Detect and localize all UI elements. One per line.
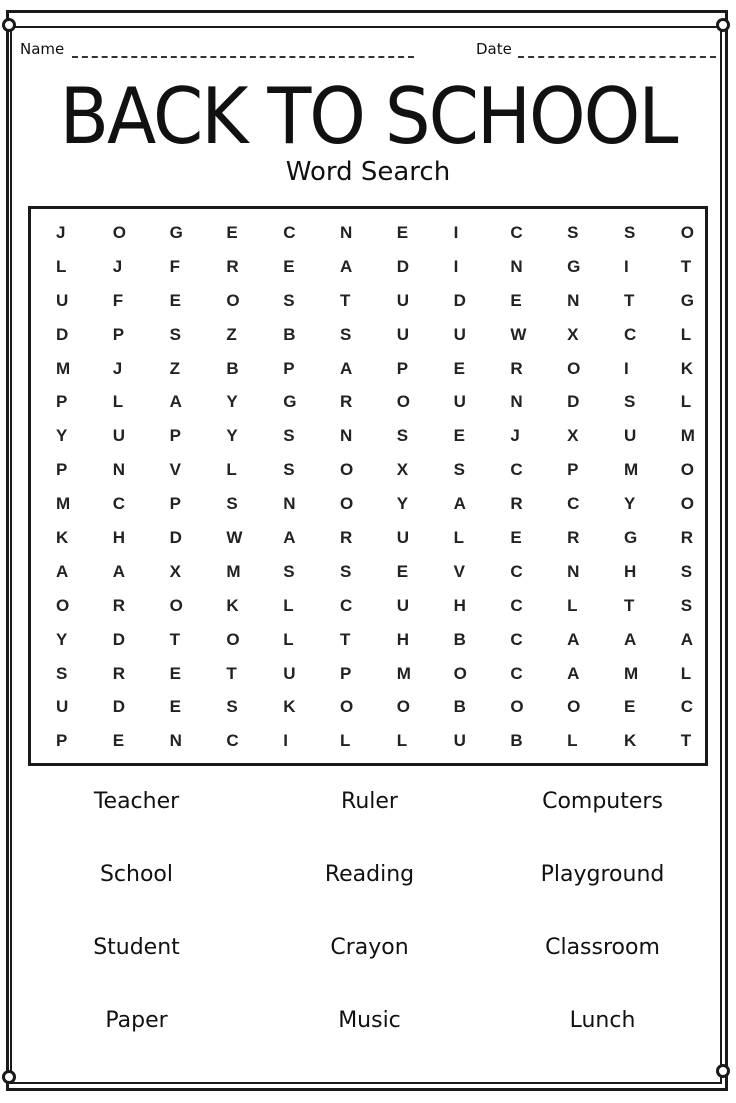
- grid-letter[interactable]: V: [169, 460, 181, 480]
- grid-letter[interactable]: S: [623, 223, 636, 242]
- word-list: [20, 780, 720, 1072]
- grid-letter[interactable]: S: [680, 561, 693, 581]
- name-label: Name: [20, 40, 65, 58]
- grid-letter[interactable]: P: [339, 663, 352, 683]
- grid-letter[interactable]: O: [680, 494, 694, 514]
- grid-letter[interactable]: E: [169, 290, 181, 310]
- grid-letter[interactable]: S: [623, 392, 636, 412]
- grid-letter[interactable]: N: [510, 392, 523, 412]
- grid-letter[interactable]: H: [453, 595, 466, 615]
- grid-letter[interactable]: R: [339, 528, 353, 548]
- grid-letter[interactable]: C: [510, 223, 523, 242]
- grid-letter[interactable]: X: [567, 426, 579, 446]
- grid-letter[interactable]: G: [567, 256, 581, 276]
- grid-letter[interactable]: M: [396, 663, 411, 683]
- grid-letter[interactable]: O: [226, 629, 240, 649]
- grid-letter[interactable]: O: [680, 460, 694, 480]
- grid-letter[interactable]: H: [112, 528, 126, 548]
- corner-loop-bottom-left: [2, 1070, 16, 1084]
- grid-letter[interactable]: L: [567, 731, 578, 751]
- corner-loop-top-left: [2, 18, 16, 32]
- grid-letter[interactable]: G: [283, 392, 297, 412]
- grid-letter[interactable]: S: [283, 426, 295, 446]
- grid-letter[interactable]: K: [680, 358, 694, 378]
- grid-letter[interactable]: C: [226, 731, 239, 751]
- grid-letter[interactable]: R: [339, 392, 353, 412]
- grid-letter[interactable]: C: [623, 324, 637, 344]
- grid-letter[interactable]: O: [453, 663, 467, 683]
- word-list-item: Music: [338, 1008, 401, 1033]
- grid-letter[interactable]: L: [680, 392, 692, 412]
- grid-letter[interactable]: L: [339, 731, 351, 751]
- grid-letter[interactable]: M: [226, 561, 241, 581]
- grid-letter[interactable]: O: [680, 223, 694, 242]
- grid-letter[interactable]: N: [169, 731, 182, 751]
- grid-letter[interactable]: I: [453, 223, 459, 242]
- grid-letter[interactable]: S: [283, 460, 295, 480]
- grid-letter[interactable]: S: [56, 663, 68, 683]
- grid-letter[interactable]: L: [680, 324, 692, 344]
- grid-letter[interactable]: D: [567, 392, 580, 412]
- grid-letter[interactable]: N: [567, 290, 580, 310]
- grid-letter[interactable]: S: [226, 494, 238, 514]
- page-title: BACK TO SCHOOL: [59, 70, 677, 162]
- word-list-item: Lunch: [569, 1008, 636, 1033]
- grid-letter[interactable]: D: [169, 528, 182, 548]
- grid-letter[interactable]: P: [169, 494, 181, 514]
- grid-letter[interactable]: A: [453, 494, 466, 514]
- grid-letter[interactable]: M: [623, 460, 639, 480]
- grid-letter[interactable]: P: [567, 460, 579, 480]
- grid-letter[interactable]: O: [396, 697, 411, 717]
- grid-letter[interactable]: P: [56, 731, 68, 751]
- grid-letter[interactable]: T: [680, 731, 692, 751]
- grid-letter[interactable]: W: [226, 528, 243, 548]
- grid-letter[interactable]: J: [112, 256, 123, 276]
- grid-letter[interactable]: N: [339, 426, 353, 446]
- grid-letter[interactable]: P: [56, 392, 68, 412]
- grid-letter[interactable]: L: [680, 663, 692, 683]
- corner-loop-top-right: [716, 18, 730, 32]
- grid-letter[interactable]: Y: [226, 392, 238, 412]
- grid-letter[interactable]: X: [396, 460, 409, 480]
- grid-letter[interactable]: C: [680, 697, 694, 717]
- grid-letter[interactable]: K: [623, 731, 637, 751]
- grid-letter[interactable]: O: [112, 223, 127, 242]
- grid-letter[interactable]: R: [680, 528, 694, 548]
- grid-letter[interactable]: D: [453, 290, 466, 310]
- grid-letter[interactable]: D: [112, 697, 126, 717]
- grid-letter[interactable]: Z: [169, 358, 180, 378]
- grid-letter[interactable]: W: [510, 324, 527, 344]
- grid-letter[interactable]: S: [453, 460, 465, 480]
- grid-letter[interactable]: O: [510, 697, 524, 717]
- word-list-item: Classroom: [545, 935, 660, 960]
- grid-letter[interactable]: X: [567, 324, 579, 344]
- grid-letter[interactable]: T: [339, 290, 351, 310]
- grid-letter[interactable]: G: [680, 290, 694, 310]
- date-label: Date: [476, 40, 512, 58]
- grid-letter[interactable]: U: [396, 290, 410, 310]
- word-list-item: School: [99, 862, 174, 887]
- grid-letter[interactable]: O: [56, 595, 70, 615]
- grid-letter[interactable]: U: [283, 663, 296, 683]
- grid-letter[interactable]: S: [169, 324, 181, 344]
- grid-letter[interactable]: I: [623, 358, 629, 378]
- grid-letter[interactable]: M: [56, 358, 71, 378]
- grid-letter[interactable]: S: [226, 697, 238, 717]
- grid-letter[interactable]: C: [339, 595, 353, 615]
- grid-letter[interactable]: S: [339, 324, 352, 344]
- grid-letter[interactable]: A: [623, 629, 637, 649]
- grid-letter[interactable]: T: [339, 629, 351, 649]
- word-list-item: Teacher: [93, 789, 180, 814]
- grid-letter[interactable]: E: [396, 561, 409, 581]
- grid-letter[interactable]: C: [510, 663, 523, 683]
- grid-letter[interactable]: K: [283, 697, 296, 717]
- word-list-item: Playground: [540, 862, 665, 887]
- grid-letter[interactable]: G: [623, 528, 638, 548]
- grid-letter[interactable]: N: [112, 460, 126, 480]
- grid-letter[interactable]: P: [169, 426, 181, 446]
- page-subtitle: Word Search: [285, 157, 451, 187]
- grid-letter[interactable]: A: [112, 561, 126, 581]
- grid-letter[interactable]: O: [339, 494, 354, 514]
- name-field[interactable]: [72, 56, 414, 58]
- grid-letter[interactable]: E: [169, 663, 181, 683]
- grid-letter[interactable]: U: [396, 324, 410, 344]
- grid-letter[interactable]: Y: [396, 494, 409, 514]
- grid-letter[interactable]: T: [226, 663, 237, 683]
- grid-letter[interactable]: U: [56, 290, 69, 310]
- word-list-item: Computers: [542, 789, 663, 814]
- grid-letter[interactable]: L: [453, 528, 464, 548]
- grid-letter[interactable]: Z: [226, 324, 237, 344]
- grid-letter[interactable]: E: [510, 290, 522, 310]
- grid-letter[interactable]: E: [283, 256, 295, 276]
- grid-letter[interactable]: L: [283, 595, 294, 615]
- grid-letter[interactable]: C: [112, 494, 126, 514]
- grid-letter[interactable]: A: [56, 561, 69, 581]
- grid-letter[interactable]: C: [510, 561, 523, 581]
- grid-letter[interactable]: U: [453, 324, 466, 344]
- grid-letter[interactable]: T: [680, 256, 692, 276]
- grid-letter[interactable]: F: [169, 256, 180, 276]
- letter-grid: [56, 222, 736, 764]
- grid-letter[interactable]: O: [567, 697, 581, 717]
- grid-letter[interactable]: B: [283, 324, 296, 344]
- grid-letter[interactable]: Y: [56, 629, 68, 649]
- grid-letter[interactable]: F: [112, 290, 124, 310]
- grid-letter[interactable]: C: [510, 629, 523, 649]
- word-list-item: Crayon: [330, 935, 409, 960]
- grid-letter[interactable]: Y: [56, 426, 68, 446]
- grid-letter[interactable]: S: [396, 426, 409, 446]
- grid-letter[interactable]: U: [396, 528, 410, 548]
- grid-letter[interactable]: T: [169, 629, 180, 649]
- grid-letter[interactable]: O: [169, 595, 183, 615]
- grid-letter[interactable]: S: [283, 561, 295, 581]
- grid-letter[interactable]: J: [56, 223, 66, 242]
- grid-letter[interactable]: K: [226, 595, 239, 615]
- word-list-item: Reading: [324, 862, 415, 887]
- grid-letter[interactable]: P: [56, 460, 68, 480]
- grid-letter[interactable]: U: [453, 392, 466, 412]
- grid-letter[interactable]: Y: [226, 426, 238, 446]
- grid-letter[interactable]: B: [453, 697, 466, 717]
- grid-letter[interactable]: L: [56, 256, 67, 276]
- grid-letter[interactable]: S: [283, 290, 295, 310]
- grid-letter[interactable]: A: [169, 392, 182, 412]
- grid-letter[interactable]: I: [283, 731, 288, 751]
- grid-letter[interactable]: E: [396, 223, 409, 242]
- grid-letter[interactable]: N: [339, 223, 353, 242]
- word-list-item: Paper: [105, 1008, 168, 1033]
- grid-letter[interactable]: M: [56, 494, 71, 514]
- grid-letter[interactable]: L: [396, 731, 408, 751]
- grid-letter[interactable]: E: [226, 223, 238, 242]
- grid-letter[interactable]: A: [567, 663, 580, 683]
- grid-letter[interactable]: B: [226, 358, 239, 378]
- grid-letter[interactable]: O: [339, 697, 354, 717]
- grid-letter[interactable]: L: [112, 392, 124, 412]
- grid-letter[interactable]: S: [339, 561, 352, 581]
- grid-letter[interactable]: R: [567, 528, 580, 548]
- grid-letter[interactable]: H: [396, 629, 410, 649]
- grid-letter[interactable]: U: [112, 426, 126, 446]
- grid-letter[interactable]: A: [339, 256, 353, 276]
- grid-letter[interactable]: R: [510, 494, 523, 514]
- grid-letter[interactable]: D: [396, 256, 410, 276]
- grid-letter[interactable]: A: [339, 358, 353, 378]
- grid-letter[interactable]: I: [453, 256, 459, 276]
- word-search-grid: [28, 206, 708, 766]
- grid-letter[interactable]: L: [283, 629, 294, 649]
- grid-letter[interactable]: E: [510, 528, 522, 548]
- grid-letter[interactable]: I: [623, 256, 629, 276]
- grid-letter[interactable]: J: [510, 426, 520, 446]
- grid-letter[interactable]: G: [169, 223, 183, 242]
- grid-letter[interactable]: R: [112, 595, 126, 615]
- grid-letter[interactable]: T: [623, 595, 635, 615]
- grid-letter[interactable]: R: [226, 256, 239, 276]
- grid-letter[interactable]: E: [169, 697, 181, 717]
- date-field[interactable]: [518, 56, 716, 58]
- word-list-item: Student: [93, 935, 180, 960]
- grid-letter[interactable]: M: [623, 663, 639, 683]
- grid-letter[interactable]: P: [396, 358, 409, 378]
- grid-letter[interactable]: R: [112, 663, 126, 683]
- grid-letter[interactable]: U: [453, 731, 466, 751]
- grid-letter[interactable]: P: [112, 324, 125, 344]
- grid-letter[interactable]: U: [396, 595, 410, 615]
- word-list-item: Ruler: [341, 789, 398, 814]
- grid-letter[interactable]: M: [680, 426, 695, 446]
- grid-letter[interactable]: O: [567, 358, 581, 378]
- grid-letter[interactable]: C: [510, 595, 523, 615]
- grid-letter[interactable]: E: [112, 731, 125, 751]
- grid-letter[interactable]: C: [283, 223, 296, 242]
- grid-letter[interactable]: K: [56, 528, 69, 548]
- grid-letter[interactable]: A: [567, 629, 580, 649]
- grid-letter[interactable]: Y: [623, 494, 636, 514]
- grid-letter[interactable]: V: [453, 561, 465, 581]
- grid-letter[interactable]: S: [680, 595, 693, 615]
- grid-letter[interactable]: D: [112, 629, 126, 649]
- grid-letter[interactable]: T: [623, 290, 635, 310]
- grid-letter[interactable]: A: [680, 629, 694, 649]
- grid-letter[interactable]: B: [453, 629, 466, 649]
- grid-letter[interactable]: E: [453, 426, 465, 446]
- grid-letter[interactable]: O: [396, 392, 411, 412]
- grid-letter[interactable]: O: [339, 460, 354, 480]
- grid-letter[interactable]: D: [56, 324, 69, 344]
- grid-letter[interactable]: E: [453, 358, 465, 378]
- grid-letter[interactable]: L: [567, 595, 578, 615]
- grid-letter[interactable]: U: [623, 426, 637, 446]
- grid-letter[interactable]: U: [56, 697, 69, 717]
- grid-letter[interactable]: C: [567, 494, 580, 514]
- grid-letter[interactable]: S: [567, 223, 579, 242]
- grid-letter[interactable]: X: [169, 561, 181, 581]
- grid-letter[interactable]: H: [623, 561, 637, 581]
- grid-letter[interactable]: R: [510, 358, 523, 378]
- grid-letter[interactable]: A: [283, 528, 296, 548]
- grid-letter[interactable]: N: [510, 256, 523, 276]
- grid-letter[interactable]: C: [510, 460, 523, 480]
- grid-letter[interactable]: N: [567, 561, 580, 581]
- grid-letter[interactable]: L: [226, 460, 237, 480]
- grid-letter[interactable]: E: [623, 697, 636, 717]
- grid-letter[interactable]: B: [510, 731, 523, 751]
- grid-letter[interactable]: N: [283, 494, 296, 514]
- grid-letter[interactable]: J: [112, 358, 123, 378]
- grid-letter[interactable]: O: [226, 290, 240, 310]
- grid-letter[interactable]: P: [283, 358, 295, 378]
